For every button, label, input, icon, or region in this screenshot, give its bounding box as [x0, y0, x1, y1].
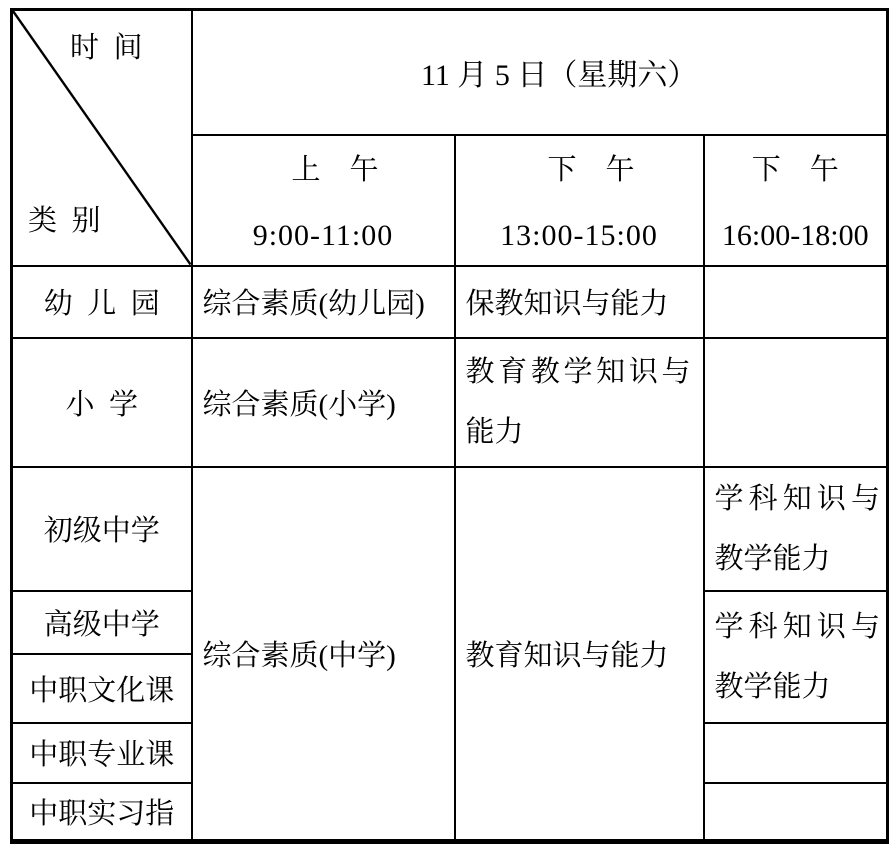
corner-time-label: 时 间 [70, 32, 143, 64]
session-period: 上 午 [291, 154, 379, 186]
subject-cell-afternoon2: 学科知识与教学能力 [704, 467, 888, 591]
session-cell-afternoon2 [704, 135, 888, 266]
subject-cell-afternoon2 [704, 266, 888, 338]
table-row-primary [12, 338, 888, 467]
subject-cell-morning: 综合素质(小学) [192, 338, 455, 467]
subject-cell-afternoon2 [704, 338, 888, 467]
category-cell: 初级中学 [12, 467, 192, 591]
subject-cell-afternoon2 [704, 723, 888, 783]
category-cell: 小 学 [12, 338, 192, 467]
session-time: 9:00-11:00 [252, 219, 394, 252]
session-cell-afternoon1 [455, 135, 704, 266]
subject-cell-afternoon1: 保教知识与能力 [455, 266, 704, 338]
table-row-junior-secondary [12, 467, 888, 591]
header-row-date [12, 10, 888, 135]
table-row-kindergarten [12, 266, 888, 338]
subject-cell-morning: 综合素质(幼儿园) [192, 266, 455, 338]
corner-header-cell [12, 10, 192, 266]
category-cell: 高级中学 [12, 591, 192, 654]
category-cell: 幼 儿 园 [12, 266, 192, 338]
subject-cell-morning-merged: 综合素质(中学) [192, 467, 455, 842]
subject-cell-afternoon2 [704, 783, 888, 842]
session-period: 下 午 [547, 154, 635, 186]
session-cell-morning [192, 135, 455, 266]
session-time: 13:00-15:00 [500, 219, 658, 252]
session-period: 下 午 [751, 154, 839, 186]
subject-cell-afternoon2-merged: 学科知识与教学能力 [704, 591, 888, 723]
session-time: 16:00-18:00 [721, 219, 869, 252]
date-header-cell: 11 月 5 日（星期六） [192, 10, 888, 135]
category-cell: 中职实习指 [12, 783, 192, 842]
subject-cell-afternoon1-merged: 教育知识与能力 [455, 467, 704, 842]
subject-cell-afternoon1: 教育教学知识与能力 [455, 338, 704, 467]
category-cell: 中职文化课 [12, 654, 192, 723]
category-cell: 中职专业课 [12, 723, 192, 783]
exam-timetable [10, 8, 889, 844]
corner-category-label: 类 别 [28, 204, 101, 237]
